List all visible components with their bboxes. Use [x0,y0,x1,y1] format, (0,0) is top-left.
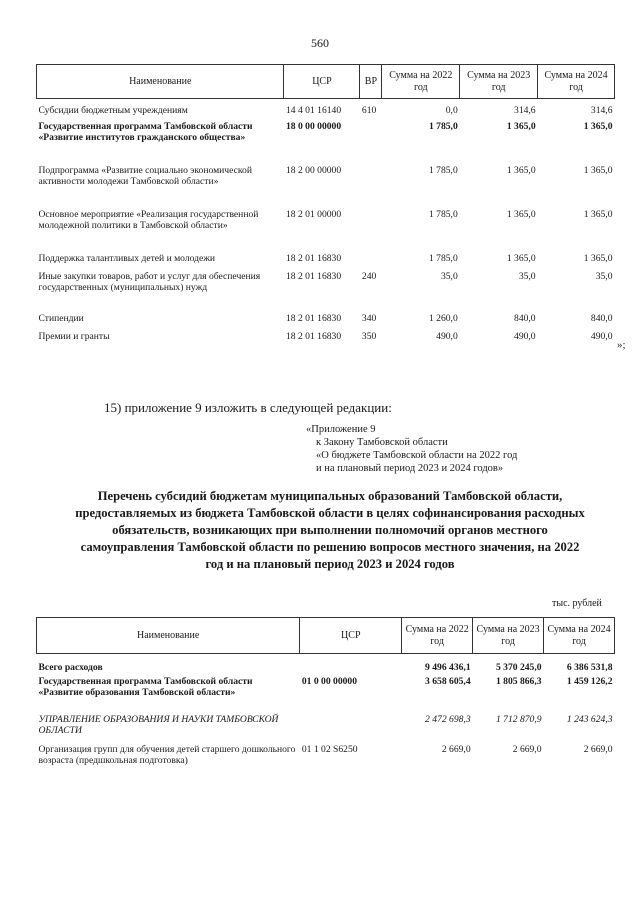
table-row: Организация групп для обучения детей старшего дошкольного возраста (предшкольная подготовка) 01 1 02 S6250 2 669,0 2 669,0 2 669,0 [38,743,613,766]
header-vr: ВР [360,65,382,99]
budget-table-top [36,64,615,347]
header-sum-2023: Сумма на 2023 год [460,65,538,99]
table-row: Иные закупки товаров, работ и услуг для обеспечения государственных (муниципальных) нужд 18 2 01 16830 240 35,0 35,0 35,0 [38,270,613,293]
header-sum-2024: Сумма на 2024 год [544,618,615,654]
table-row: Государственная программа Тамбовской области «Развитие институтов гражданского общества» 18 0 00 00000 1 785,0 1 365,0 1 365,0 [38,120,613,143]
table-row: УПРАВЛЕНИЕ ОБРАЗОВАНИЯ И НАУКИ ТАМБОВСКОЙ ОБЛАСТИ 2 472 698,3 1 712 870,9 1 243 624,3 [38,713,613,736]
header-sum-2022: Сумма на 2022 год [382,65,460,99]
table-row: Стипендии 18 2 01 16830 340 1 260,0 840,0 840,0 [38,312,613,324]
table-row: Всего расходов 9 496 436,1 5 370 245,0 6 386 531,8 [38,662,613,673]
header-name: Наименование [37,618,300,654]
page-number: 560 [311,36,329,50]
header-csr: ЦСР [284,65,360,99]
header-name: Наименование [37,65,284,99]
header-sum-2023: Сумма на 2023 год [473,618,544,654]
document-title: Перечень субсидий бюджетам муниципальных образований Тамбовской области, предоставляемых из бюджета Тамбовской области в целях софинансирования расходных обязательств, возникающих при выполнении полномочий органов местного самоуправления Тамбовской области по решению вопросов местного значения, на 2022 год и на плановый период 2023 и 2024 годов [75,489,585,571]
budget-table-subsidies [36,617,615,784]
header-csr: ЦСР [300,618,402,654]
table-row: Подпрограмма «Развитие социально экономической активности молодежи Тамбовской области» 18 2 00 00000 1 785,0 1 365,0 1 365,0 [38,164,613,187]
table-row: Поддержка талантливых детей и молодежи 18 2 01 16830 1 785,0 1 365,0 1 365,0 [38,252,613,264]
table-row: Государственная программа Тамбовской области «Развитие образования Тамбовской области» 01 0 00 00000 3 658 605,4 1 805 866,3 1 459 126,2 [38,675,613,698]
table-row: Основное мероприятие «Реализация государственной молодежной политики в Тамбовской области» 18 2 01 00000 1 785,0 1 365,0 1 365,0 [38,208,613,231]
closing-quote-mark: »; [617,339,626,351]
amendment-point-15: 15) приложение 9 изложить в следующей редакции: [104,400,392,415]
header-sum-2024: Сумма на 2024 год [538,65,615,99]
header-sum-2022: Сумма на 2022 год [402,618,473,654]
table-row: Субсидии бюджетным учреждениям 14 4 01 16140 610 0,0 314,6 314,6 [38,105,613,116]
table-row: Премии и гранты 18 2 01 16830 350 490,0 490,0 490,0 [38,330,613,342]
appendix-reference: «Приложение 9 к Закону Тамбовской области «О бюджете Тамбовской области на 2022 год и на плановый период 2023 и 2024 годов» [306,424,518,474]
units-label: тыс. рублей [552,598,602,609]
